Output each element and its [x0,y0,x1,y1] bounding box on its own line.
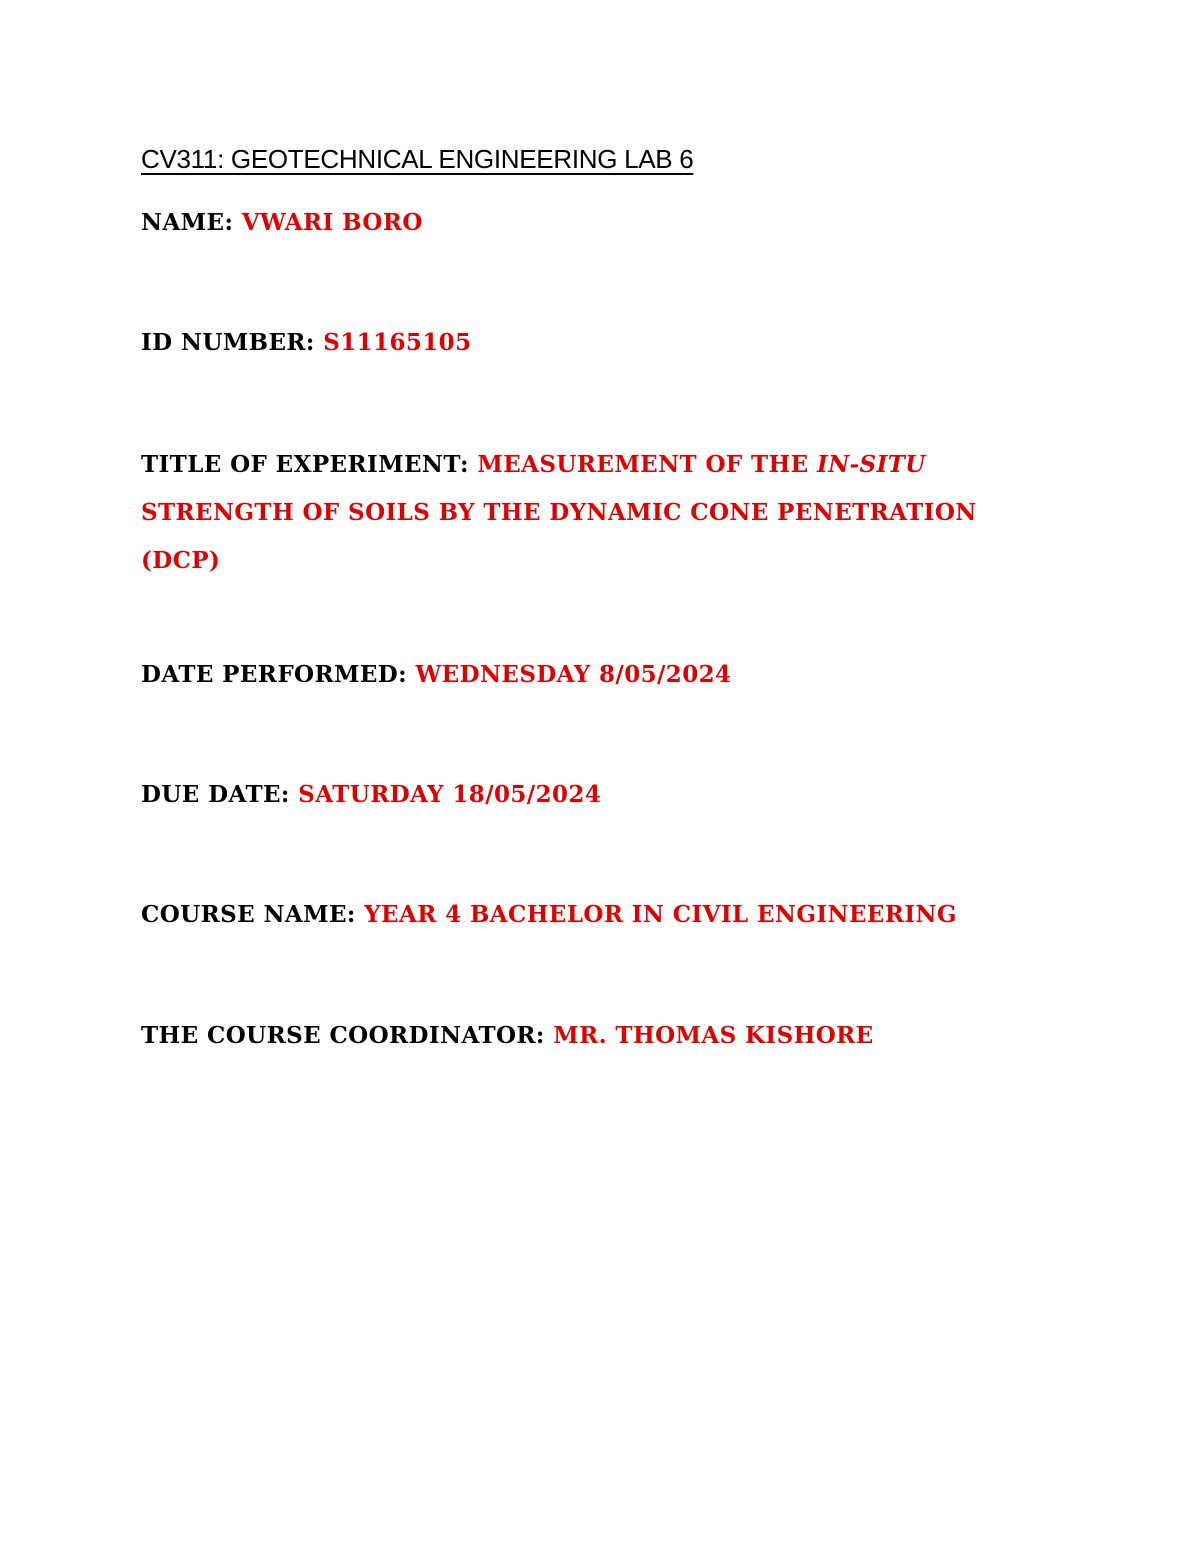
field-date-performed-value: WEDNESDAY 8/05/2024 [415,661,732,688]
field-course-name-value: YEAR 4 BACHELOR IN CIVIL ENGINEERING [364,901,957,928]
field-title-value-part2: STRENGTH OF SOILS BY THE DYNAMIC CONE PENETRATION (DCP) [141,499,977,574]
field-id-number [141,319,472,367]
field-title-label: TITLE OF EXPERIMENT: [141,451,469,478]
field-due-date-label: DUE DATE: [141,781,290,808]
field-date-performed-label: DATE PERFORMED: [141,661,408,688]
field-coordinator [141,1012,874,1060]
document-heading: CV311: GEOTECHNICAL ENGINEERING LAB 6 [141,144,694,174]
field-title-value-part1: MEASUREMENT OF THE [477,451,809,478]
field-due-date [141,771,601,819]
field-title-value-italic: IN-SITU [817,451,926,478]
field-coordinator-value: MR. THOMAS KISHORE [553,1022,874,1049]
field-id-number-label: ID NUMBER: [141,329,315,356]
field-course-name-label: COURSE NAME: [141,901,356,928]
field-date-performed [141,651,731,699]
field-name-value: VWARI BORO [241,209,423,236]
field-id-number-value: S11165105 [323,329,472,356]
field-title [141,441,1021,585]
field-course-name [141,891,957,939]
field-due-date-value: SATURDAY 18/05/2024 [298,781,602,808]
field-coordinator-label: THE COURSE COORDINATOR: [141,1022,545,1049]
field-name-label: NAME: [141,209,234,236]
field-name [141,199,423,247]
